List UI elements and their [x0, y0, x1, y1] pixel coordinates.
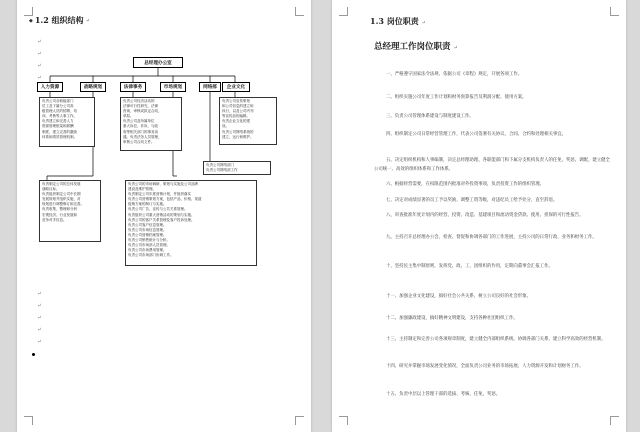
paragraph-text: 二、组织实施公司年度工作计划和财务预算报告及利润分配、使用方案。 [386, 95, 527, 100]
detail-line: 和公司信息的建立和 [222, 104, 254, 109]
paragraph-text: 十四、研究并掌握市场发展变化情况，全面负责公司业务的市场拓展、人力资源开发和计划财务工作。 [386, 364, 584, 369]
document-page-right [332, 0, 626, 432]
detail-line: 负责公司营销档案管理。 [128, 232, 167, 237]
org-node-label: 市场规划 [163, 85, 183, 90]
detail-line: 负责公司各职能部门 [42, 99, 74, 103]
detail-line: 规划进行调整修订和完善。 [42, 202, 84, 207]
detail-line: 通。负责法务人员管理， [123, 134, 162, 139]
paragraph-mark-icon: ↵ [37, 315, 42, 321]
detail-line: 建设及维护管理。 [128, 187, 156, 192]
org-node-root [133, 57, 183, 68]
section-heading-text: 1.2 组织结构 [34, 15, 84, 25]
detail-line: 负责公司销售统计与分析。 [128, 238, 170, 243]
duty-paragraph [374, 211, 614, 220]
duty-paragraph [374, 233, 614, 242]
crop-mark [610, 7, 619, 16]
detail-line: 体系和绩效管理机制。 [42, 134, 77, 139]
org-node-label: 总经理办公室 [144, 60, 172, 66]
page-subheading [374, 40, 458, 52]
detail-line: 负责公司市场部门协调工作。 [128, 253, 174, 258]
detail-line: 府等相关部门的事务沟 [123, 129, 158, 134]
paragraph-text: 八、审查批准年度计划内的经营、投资、改造、基建项目和流动资金贷款、使用、担保的可行性报告。 [386, 213, 584, 218]
org-node-hr [37, 82, 63, 92]
duty-paragraph [374, 70, 614, 79]
paragraph-text: 十五、负责中层以上管理干部的选拔、考核、任免、奖惩。 [386, 392, 501, 397]
duty-paragraph [374, 362, 614, 371]
detail-line: 发展规划并组织实施，对 [42, 197, 81, 202]
section-heading [370, 16, 426, 27]
detail-line: 宏观经济、行业发展和 [42, 212, 77, 217]
detail-line: 法律可行性研究，法律 [123, 104, 158, 109]
duty-paragraph [374, 390, 614, 399]
detail-line: 咨询，审核或拟定合同， [123, 109, 162, 114]
paragraph-text: 六、根据经营需要，在权限范围内批准对外投资事项，负责投资工作的组织管理。 [386, 182, 545, 187]
org-detail-legal [120, 97, 182, 151]
org-detail-culture [219, 97, 277, 145]
paragraph-mark-icon: ↵ [421, 20, 426, 26]
detail-line: 员工及下属分公司高 [42, 104, 74, 109]
org-node-label: 人力资源 [40, 85, 60, 90]
detail-line: 负责公司市场部人员管理。 [128, 243, 170, 248]
detail-line: 负责公司客户信息管理。 [128, 222, 167, 227]
detail-line: 负责收集、整理和分析 [42, 207, 77, 212]
paragraph-text: 十二、加强廉政建设，搞好精神文明建设，支持各种社团组织工作。 [386, 316, 518, 321]
paragraph-mark-icon: ↵ [37, 75, 42, 81]
crop-mark [610, 416, 619, 425]
detail-line: 竞争对手信息。 [42, 217, 67, 222]
duty-paragraph [374, 93, 614, 102]
detail-line: 建立、运行和维护。 [222, 134, 254, 139]
duty-paragraph [374, 196, 614, 205]
org-node-label: 法律事务 [123, 85, 143, 90]
org-node-label: 网络部 [203, 85, 217, 90]
subheading-text: 总经理工作岗位职责 [374, 42, 451, 52]
paragraph-text: 十、坚持民主集中制原则，发挥党、政、工、团组织的作用，定期向董事会汇报工作。 [386, 264, 553, 269]
detail-line: 级管理人员的招聘、培 [42, 109, 77, 114]
duty-paragraph [374, 130, 614, 139]
paragraph-mark-icon: ↵ [37, 327, 42, 333]
detail-line: 草拟。 [123, 114, 134, 119]
detail-line: 促销方案的制订与实施。 [128, 202, 167, 207]
paragraph-mark-icon: ↵ [85, 17, 90, 24]
detail-line: 负责公司网络部工作 [206, 168, 238, 173]
heading-bullet-icon: ◆ [29, 17, 33, 24]
org-node-label: 企业文化 [226, 85, 246, 90]
detail-line: 负责公司的市场调研、策划与实施及公司品牌 [128, 182, 198, 186]
detail-line: 负责制定公司的总体发展 [42, 182, 81, 186]
duty-paragraph [374, 112, 614, 121]
detail-line: 负责组织制定公司中长期 [42, 192, 81, 197]
paragraph-mark-icon: ↵ [37, 291, 42, 297]
paragraph-text: 七、决定对成绩显著的员工予以奖励、调整工资等级，对违纪员工给予处分，直至辞退。 [386, 198, 558, 203]
org-detail-hr [39, 97, 95, 147]
detail-line: 负责企业文化的建 [222, 119, 250, 124]
detail-line: 设。 [222, 124, 229, 129]
paragraph-text: 十三、主持制定和完善公司各项规章制度，建立健全内部组织系统，协调各部门关系，建立科学高效的经营机制。 [386, 337, 606, 342]
duty-paragraph [374, 335, 614, 344]
detail-line: 审核公司合同文件。 [123, 139, 155, 144]
detail-line: 负责公司宣传策划 [222, 99, 250, 103]
org-detail-strategy [39, 180, 101, 242]
org-node-strategy [80, 82, 106, 92]
detail-line: 负责公司市场信息管理。 [128, 227, 167, 232]
duty-paragraph [374, 292, 614, 301]
org-detail-network [203, 161, 271, 175]
detail-line: 执行，以及公司内刊 [222, 109, 254, 114]
detail-line: 负责建立和完善人力 [42, 119, 74, 124]
detail-line: 负责公司广告、宣传与公共关系管理。 [128, 207, 188, 212]
paragraph-mark-icon: ↵ [37, 339, 42, 345]
paragraph-mark-icon: ↵ [37, 303, 42, 309]
detail-line: 负责制定公司年度营销计划，并组织落实 [128, 192, 191, 197]
detail-line: 负责公司市场费用管理。 [128, 248, 167, 253]
org-detail-market [125, 180, 257, 266]
detail-line: 训、考核等人事工作。 [42, 114, 77, 119]
paragraph-text: 十一、加强企业文化建设，搞好社会公共关系，树立公司良好的社会形象。 [386, 294, 531, 299]
detail-line: 负责公司经济活动的 [123, 99, 155, 103]
paragraph-mark-icon: ↵ [37, 63, 42, 69]
detail-line: 重大诉讼、非诉，与政 [123, 124, 158, 129]
detail-line: 资源管理框架和薪酬 [42, 124, 74, 129]
detail-line: 负责公司营销策划方案，包括产品、价格、渠道 [128, 197, 202, 202]
detail-line: 战略目标。 [42, 187, 60, 192]
document-page-left [17, 0, 311, 432]
detail-line: 负责公司的客户关系管理及客户投诉处理。 [128, 217, 195, 222]
org-node-label: 战略规划 [83, 85, 103, 90]
detail-line: 负责公司网络部门 [206, 163, 234, 167]
detail-line: 负责公司网络系统的 [222, 129, 254, 134]
duty-paragraph [374, 314, 614, 323]
detail-line: 等宣传品的编辑。 [222, 114, 250, 119]
detail-line: 负责公司及所属单位 [123, 119, 155, 124]
duty-paragraph [374, 156, 614, 174]
duty-paragraph [374, 180, 614, 189]
crop-mark [339, 7, 348, 16]
org-node-market [160, 82, 186, 92]
paragraph-mark-icon: ↵ [37, 51, 42, 57]
org-node-legal [120, 82, 146, 92]
paragraph-text: 一、严格遵守国家法令法规、依据公司《章程》规定，开展各项工作。 [386, 72, 523, 77]
section-heading-text: 1.3 岗位职责 [370, 16, 419, 26]
org-node-network [199, 82, 221, 92]
detail-line: 负责组织公司重大营销活动的策划与实施。 [128, 212, 195, 217]
paragraph-mark-icon: ↵ [453, 45, 458, 51]
org-node-culture [222, 82, 250, 92]
crop-mark [339, 416, 348, 425]
detail-line: 制度，建立完善的激励 [42, 129, 77, 134]
paragraph-text: 五、决定组织机构和人事编制，决定总经理助理、各职能部门和下属分支机构负责人的任免、奖惩、调配、建立健全公司统一、高效的组织体系和工作体系。 [374, 158, 610, 172]
duty-paragraph [374, 262, 614, 271]
paragraph-text: 九、主持召开总经理办公会，检查、督促和协调各部门的工作进展，主持公司的日常行政、业务和财务工作。 [386, 235, 597, 240]
paragraph-mark-icon: ↵ [37, 39, 42, 45]
paragraph-text: 四、组织制定公司日常经营管理工作，代表公司签署有关协议、合同、合约和处理相关事宜。 [386, 132, 567, 137]
paragraph-text: 三、负责公司管理体系建设与制度建设工作。 [386, 114, 474, 119]
